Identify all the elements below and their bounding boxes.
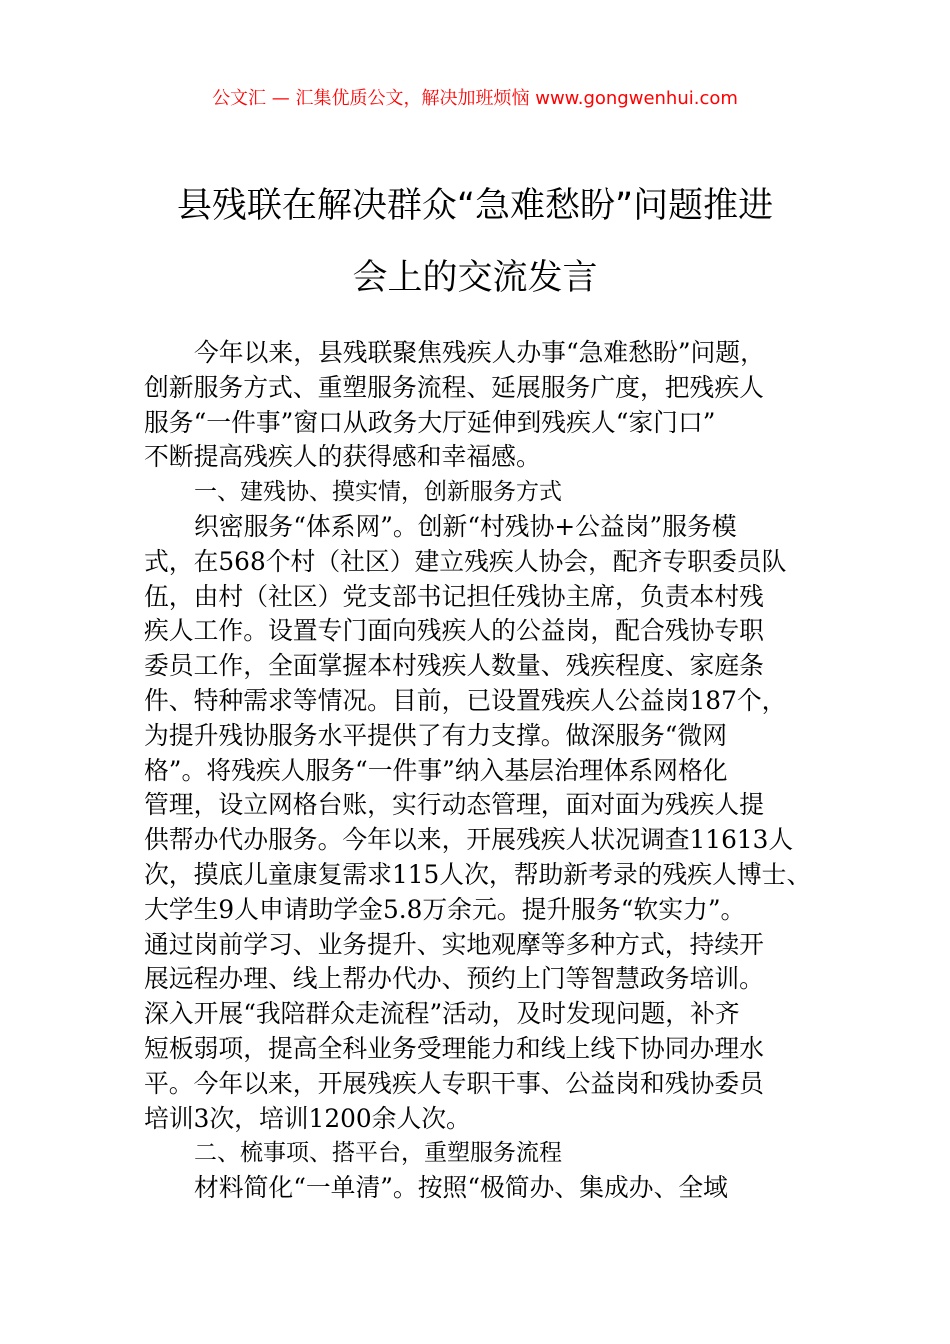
paragraph-line: 供帮办代办服务。今年以来，开展残疾人状况调查11613人 — [144, 825, 794, 855]
paragraph-line: 通过岗前学习、业务提升、实地观摩等多种方式，持续开 — [144, 929, 764, 959]
paragraph-line: 为提升残协服务水平提供了有力支撑。做深服务“微网 — [144, 720, 728, 750]
paragraph-line: 平。今年以来，开展残疾人专职干事、公益岗和残协委员 — [144, 1068, 764, 1098]
paragraph-line: 今年以来，县残联聚焦残疾人办事“急难愁盼”问题， — [194, 338, 765, 367]
paragraph-line: 创新服务方式、重塑服务流程、延展服务广度，把残疾人 — [144, 372, 764, 402]
paragraph-line: 短板弱项，提高全科业务受理能力和线上线下协同办理水 — [144, 1033, 764, 1063]
paragraph-line: 不断提高残疾人的获得感和幸福感。 — [144, 442, 541, 472]
document-body — [144, 336, 812, 1206]
paragraph-line: 件、特种需求等情况。目前，已设置残疾人公益岗187个， — [144, 685, 787, 715]
paragraph-line: 式，在568个村（社区）建立残疾人协会，配齐专职委员队 — [144, 546, 787, 576]
paragraph-line: 展远程办理、线上帮办代办、预约上门等智慧政务培训。 — [144, 964, 764, 994]
section-heading-2: 二、梳事项、搭平台，重塑服务流程 — [194, 1140, 562, 1167]
paragraph-line: 疾人工作。设置专门面向残疾人的公益岗，配合残协专职 — [144, 616, 764, 646]
paragraph-line: 委员工作，全面掌握本村残疾人数量、残疾程度、家庭条 — [144, 651, 764, 681]
paragraph-line: 伍，由村（社区）党支部书记担任残协主席，负责本村残 — [144, 581, 764, 611]
section-heading-1: 一、建残协、摸实情，创新服务方式 — [194, 479, 562, 506]
paragraph-line: 培训3次，培训1200余人次。 — [144, 1103, 471, 1133]
paragraph-line: 次，摸底儿童康复需求115人次，帮助新考录的残疾人博士、 — [144, 859, 812, 889]
paragraph-line: 深入开展“我陪群众走流程”活动，及时发现问题，补齐 — [144, 999, 740, 1029]
paragraph-line: 管理，设立网格台账，实行动态管理，面对面为残疾人提 — [144, 790, 764, 820]
paragraph-line: 格”。将残疾人服务“一件事”纳入基层治理体系网格化 — [144, 755, 728, 785]
paragraph-line: 织密服务“体系网”。创新“村残协+公益岗”服务模 — [194, 511, 737, 541]
document-title-line-2: 会上的交流发言 — [352, 258, 598, 298]
paragraph-line: 大学生9人申请助学金5.8万余元。提升服务“软实力”。 — [144, 894, 746, 924]
header-banner[interactable]: 公文汇 — 汇集优质公文，解决加班烦恼 www.gongwenhui.com — [212, 88, 738, 109]
paragraph-line: 服务“一件事”窗口从政务大厅延伸到残疾人“家门口” — [144, 407, 716, 437]
paragraph-line: 材料简化“一单清”。按照“极简办、集成办、全域 — [194, 1173, 728, 1203]
document-title-line-1: 县残联在解决群众“急难愁盼”问题推进 — [176, 186, 774, 226]
